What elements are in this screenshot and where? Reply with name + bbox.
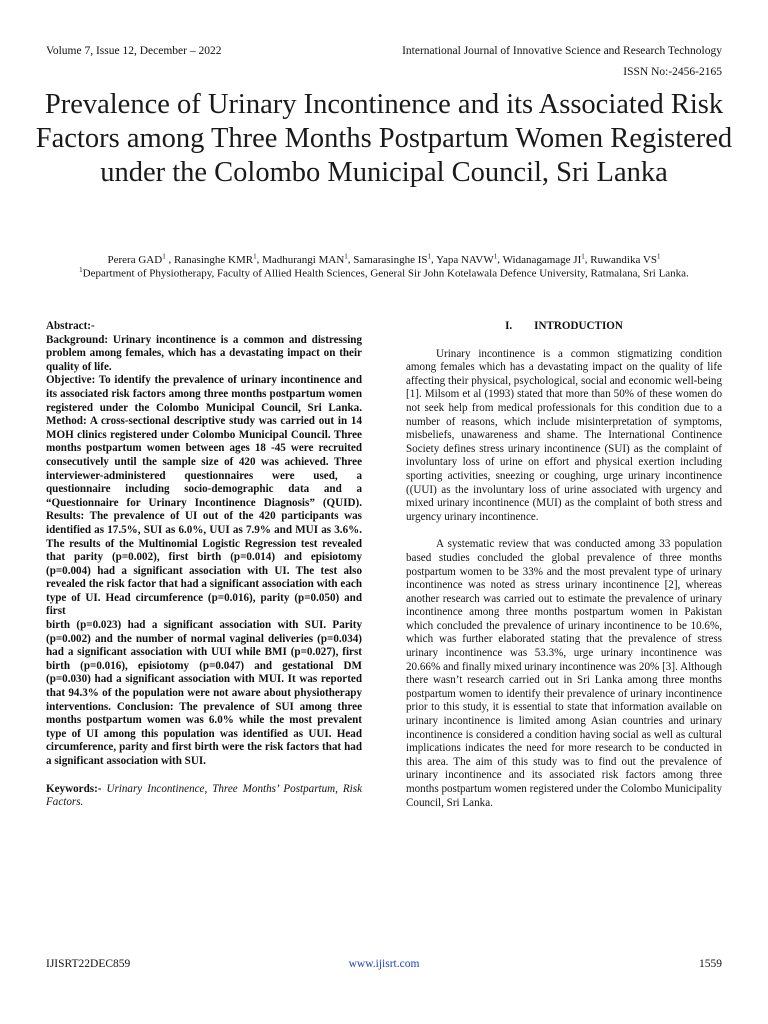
left-column: [46, 320, 362, 810]
journal-url-link[interactable]: www.ijisrt.com: [348, 958, 420, 970]
intro-paragraph: Urinary incontinence is a common stigmatizing condition among females which has a devastating impact on the quality of life affecting their physical, psychological, social and economic well-being [1]. Milsom et al (1993) stated that more than 50% of these women do not seek help from medical professionals for this condition due to a number of reasons, which include misinterpretation of symptoms, misbeliefs, unawareness and shame. The International Continence Society defines stress urinary incontinence (SUI) as the complaint of involuntary loss of urine on effort and physical exertion including sporting activities, sneezing or coughing, urge urinary incontinence ((UUI) as the involuntary loss of urine associated with urgency and mixed urinary incontinence (MUI) as the complaint of both stress and urgency urinary incontinence.: [406, 347, 722, 523]
keywords-text: Urinary Incontinence, Three Months’ Postpartum, Risk Factors.: [46, 782, 362, 809]
abstract-body-cont: birth (p=0.023) had a significant association with SUI. Parity (p=0.002) and the number of normal vaginal deliveries (p=0.034) had a significant association with UUI while BMI (p=0.027), first birth (p=0.016), episiotomy (p=0.047) and gestational DM (p=0.030) had a significant association with MUI. It was reported that 94.3% of the population were not aware about physiotherapy interventions. Conclusion: The prevalence of SUI among three months postpartum women was 6.0% while the most prevalent type of UI among this population was identified as UUI. Head circumference, parity and first birth were the risk factors that had a significant association with SUI.: [46, 619, 362, 767]
author: Samarasinghe $IS^1$: [353, 252, 432, 266]
keywords: [46, 783, 362, 810]
paper-title: Prevalence of Urinary Incontinence and its Associated Risk Factors among Three Months Postpartum Women Registered under the Colombo Municipal Council, Sri Lanka: [35, 89, 733, 188]
right-column: [406, 320, 722, 810]
author: Yapa NAVW$^1$: [436, 252, 498, 266]
keywords-label: Keywords:-: [46, 782, 102, 795]
affiliation: $^1$Department of Physiotherapy, Faculty of Allied Health Sciences, General Sir John Kotelawala Defence University, Ratmalana, Sri Lanka.: [79, 266, 689, 280]
page-number: 1559: [699, 958, 722, 970]
abstract-background: Background: Urinary incontinence is a common and distressing problem among females, which has a devastating impact on their quality of life.: [46, 333, 362, 373]
author-list: Perera GAD$^1$ , Ranasinghe KMR$^1$, Madhurangi MAN$^1$, Samarasinghe $IS^1$, Yapa NAVW$^1$, Widanagamage $JI^1$, Ruwandika $VS^1$: [107, 252, 661, 266]
abstract-body: Objective: To identify the prevalence of urinary incontinence and its associated risk factors among three months postpartum women registered under the Colombo Municipal Council, Sri Lanka. Method: A cross-sectional descriptive study was carried out in 14 MOH clinics registered under Colombo Municipal Council. Three months postpartum women between ages 18 -45 were recruited consecutively until the sample size of 420 was achieved. Three interviewer-administered questionnaires were used, a questionnaire including socio-demographic data and a “Questionnaire for Urinary Incontinence Diagnosis” (QUID). Results: The prevalence of UI out of the 420 participants was identified as 17.5%, SUI as 6.0%, UUI as 7.9% and MUI as 3.6%. The results of the Multinomial Logistic Regression test revealed that parity (p=0.002), first birth (p=0.014) and episiotomy (p=0.004) had a significant association with UI. The test also revealed the risk factor that had a significant association with each type of UI. Head circumference (p=0.016), parity (p=0.050) and first: [46, 374, 362, 618]
section-number: I.: [505, 320, 513, 332]
author: Perera GAD$^1$: [107, 252, 166, 266]
intro-paragraph: A systematic review that was conducted among 33 population based studies concluded the global prevalence of three months postpartum women to be 33% and the most prevalent type of urinary incontinence was noted as stress urinary incontinence [2], whereas another research was carried out to estimate the prevalence of urinary incontinence among three months postpartum women in Pakistan which concluded the prevalence of urinary incontinence to be 10.6%, which was further elaborated stating that the prevalence of stress urinary incontinence was 53.3%, urge urinary incontinence was 20.66% and finally mixed urinary incontinence was 20% [3]. Although there wasn’t research carried out in Sri Lanka among three months postpartum women to identify their prevalence of urinary incontinence prior to this study, it is essential to state that information available on urinary incontinence is limited among Asian countries and urinary incontinence is considered a condition having social as well as cultural implications indicates the need for more research to be conducted in this area. The aim of this study was to find out the prevalence of urinary incontinence and its associated risk factors among three months postpartum women registered under the Colombo Municipality Council, Sri Lanka.: [406, 538, 722, 809]
abstract: [46, 320, 362, 769]
abstract-heading: Abstract:-: [46, 320, 95, 332]
issn: ISSN No:-2456-2165: [623, 66, 722, 78]
volume-issue: Volume 7, Issue 12, December – 2022: [46, 45, 222, 57]
journal-name: International Journal of Innovative Science and Research Technology: [402, 45, 722, 57]
author: Ruwandika $VS^1$: [590, 252, 661, 266]
section-heading: [406, 320, 722, 334]
section-title: INTRODUCTION: [534, 320, 623, 332]
article-code: IJISRT22DEC859: [46, 958, 131, 970]
author: Madhurangi MAN$^1$: [262, 252, 348, 266]
author: Ranasinghe KMR$^1$: [173, 252, 257, 266]
author: Widanagamage $JI^1$: [502, 252, 585, 266]
